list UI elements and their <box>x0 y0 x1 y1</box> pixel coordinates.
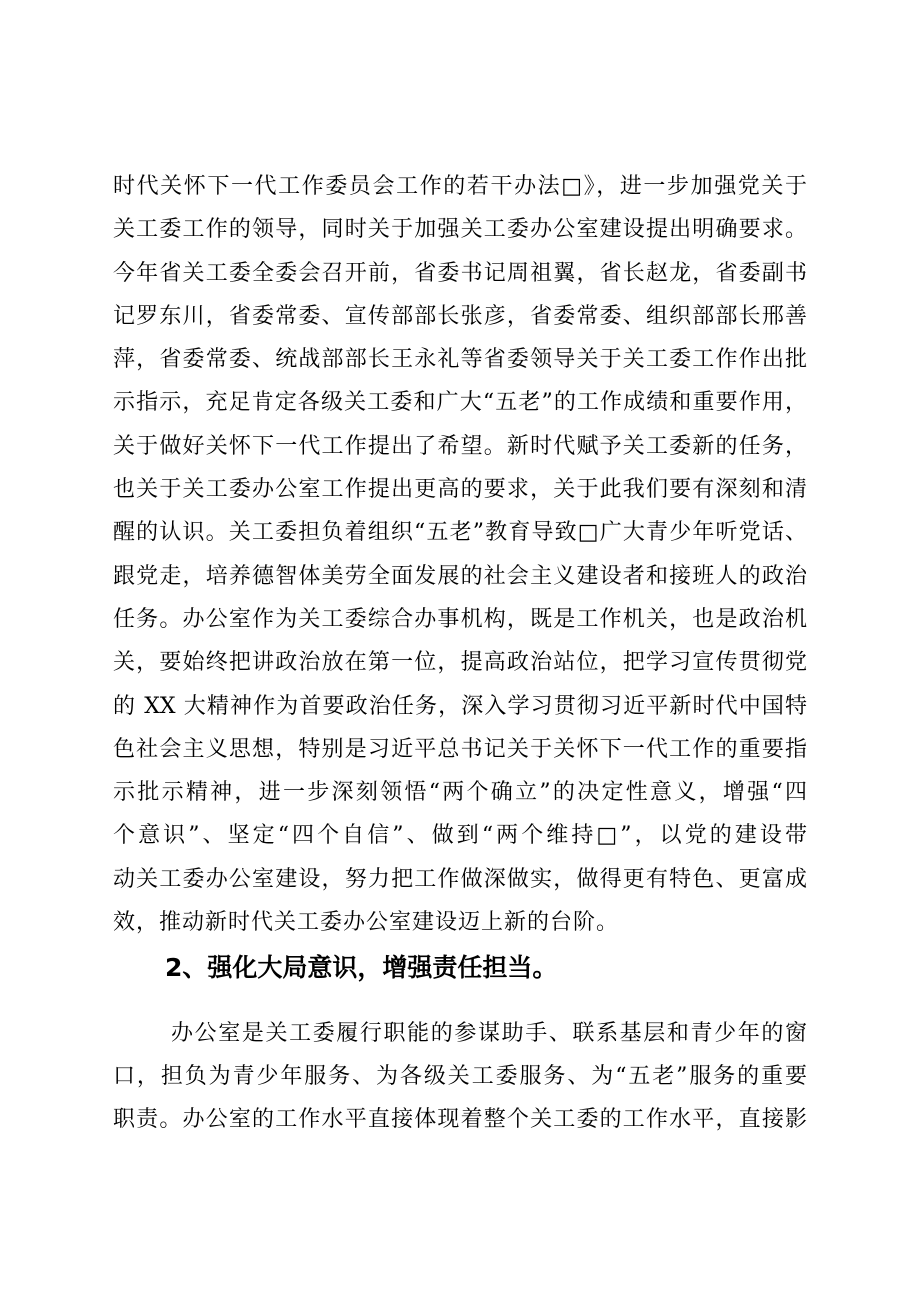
text-line: 个意识”、坚定“四个自信”、做到“两个维持□”，以党的建设带 <box>113 823 807 849</box>
text-line: 关，要始终把讲政治放在第一位，提高政治站位，把学习宣传贯彻党 <box>113 650 807 676</box>
text-line: 记罗东川，省委常委、宣传部部长张彦，省委常委、组织部部长邢善 <box>113 303 807 329</box>
text-line: 动关工委办公室建设，努力把工作做深做实，做得更有特色、更富成 <box>113 866 807 892</box>
text-line: 的 XX 大精神作为首要政治任务，深入学习贯彻习近平新时代中国特 <box>113 693 807 719</box>
text-line: 醒的认识。关工委担负着组织“五老”教育导致□广大青少年听党话、 <box>113 520 807 546</box>
text-line: 关于做好关怀下一代工作提出了希望。新时代赋予关工委新的任务， <box>113 433 807 459</box>
text-line: 今年省关工委全委会召开前，省委书记周祖翼，省长赵龙，省委副书 <box>113 260 807 286</box>
text-line: 示批示精神，进一步深刻领悟“两个确立”的决定性意义，增强“四 <box>113 780 807 806</box>
text-line: 跟党走，培养德智体美劳全面发展的社会主义建设者和接班人的政治 <box>113 563 807 589</box>
text-line: 时代关怀下一代工作委员会工作的若干办法□》，进一步加强党关于 <box>113 174 807 199</box>
paragraph-1 <box>113 165 807 944</box>
text-line: 效，推动新时代关工委办公室建设迈上新的台阶。 <box>113 910 620 936</box>
text-line: 关工委工作的领导，同时关于加强关工委办公室建设提出明确要求。 <box>113 217 807 243</box>
text-line: 也关于关工委办公室工作提出更高的要求，关于此我们要有深刻和清 <box>113 477 807 503</box>
section-heading-2: 2、强化大局意识，增强责任担当。 <box>165 953 558 983</box>
text-line: 办公室是关工委履行职能的参谋助手、联系基层和青少年的窗 <box>171 1020 807 1046</box>
paragraph-2 <box>113 1012 807 1142</box>
text-line: 示指示，充足肯定各级关工委和广大“五老”的工作成绩和重要作用， <box>113 390 807 416</box>
text-line: 任务。办公室作为关工委综合办事机构，既是工作机关，也是政治机 <box>113 606 807 632</box>
text-column <box>113 165 807 1142</box>
text-line: 职责。办公室的工作水平直接体现着整个关工委的工作水平，直接影 <box>113 1107 807 1133</box>
text-line: 色社会主义思想，特别是习近平总书记关于关怀下一代工作的重要指 <box>113 736 807 762</box>
text-line: 口，担负为青少年服务、为各级关工委服务、为“五老”服务的重要 <box>113 1063 807 1089</box>
text-line: 萍，省委常委、统战部部长王永礼等省委领导关于关工委工作作出批 <box>113 347 807 373</box>
